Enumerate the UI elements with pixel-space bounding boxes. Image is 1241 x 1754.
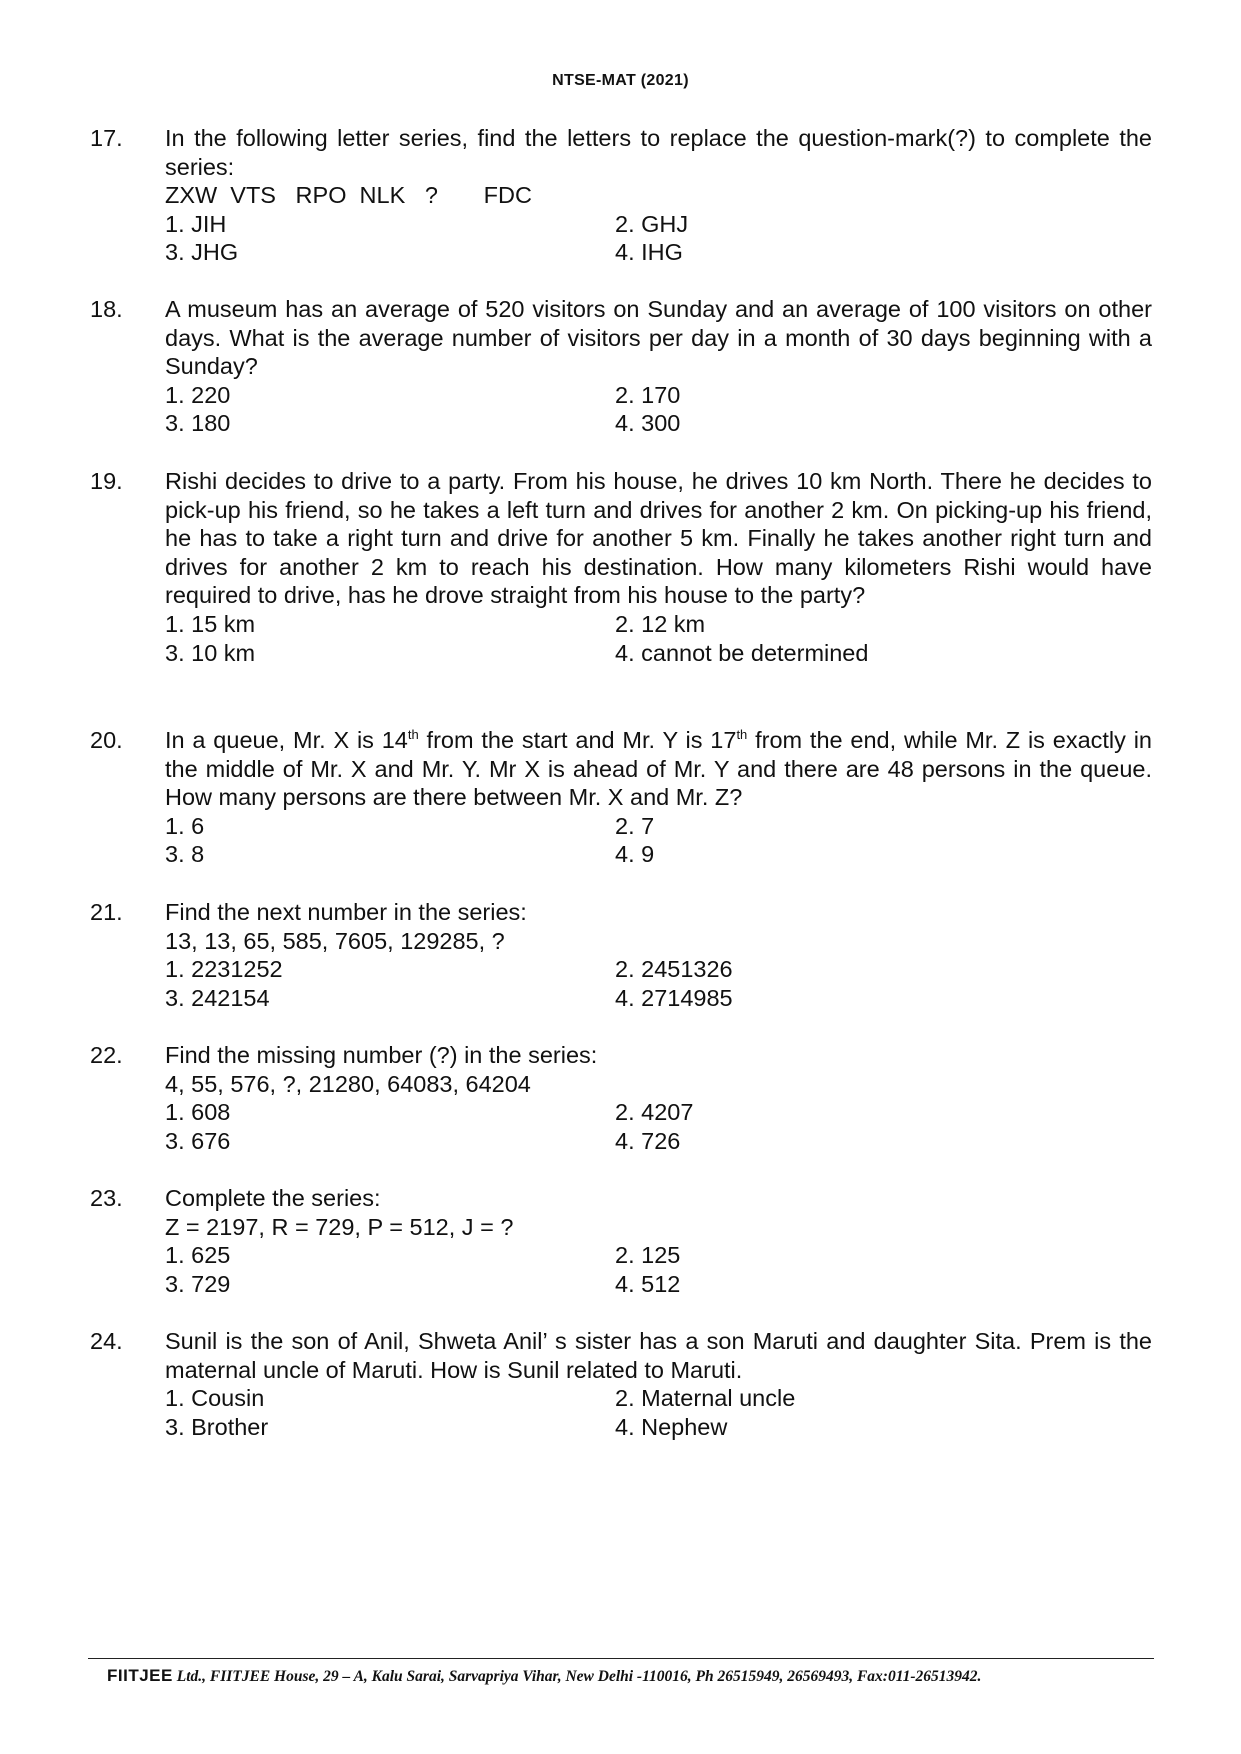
footer-address: Ltd., FIITJEE House, 29 – A, Kalu Sarai, Sarvapriya Vihar, New Delhi -110016, Ph 26515949, 26569493, Fax:011-26513942. [172,1668,982,1685]
series-line: Z = 2197, R = 729, P = 512, J = ? [165,1213,514,1240]
option-1: 1. 625 [165,1242,231,1269]
series-line: 4, 55, 576, ?, 21280, 64083, 64204 [165,1070,531,1097]
option-2: 2. 7 [615,812,655,839]
option-1: 1. 220 [165,381,231,408]
option-4: 4. 2714985 [615,984,733,1011]
option-3: 3. 8 [165,841,205,868]
option-1: 1. 15 km [165,610,256,637]
options [165,955,1152,1012]
question-number: 23. [90,1185,123,1211]
option-1: 1. 2231252 [165,956,283,983]
options [165,210,1152,267]
options [165,1384,1152,1441]
series-line: 13, 13, 65, 585, 7605, 129285, ? [165,927,505,954]
options [165,1098,1152,1155]
ordinal-suffix: th [407,727,419,743]
option-2: 2. Maternal uncle [615,1385,796,1412]
question-number: 22. [90,1042,123,1068]
option-1: 1. 608 [165,1099,231,1126]
question-number: 19. [90,468,123,494]
page-header: NTSE-MAT (2021) [552,72,689,89]
option-4: 4. IHG [615,239,683,266]
question-number: 24. [90,1328,123,1354]
option-4: 4. Nephew [615,1413,728,1440]
option-3: 3. 10 km [165,639,256,666]
ordinal-suffix: th [736,727,748,743]
option-4: 4. 300 [615,410,681,437]
question-stem: Find the next number in the series: [165,899,527,925]
option-2: 2. 2451326 [615,956,733,983]
question-number: 17. [90,125,123,151]
option-1: 1. 6 [165,812,205,839]
question-stem: Rishi decides to drive to a party. From his house, he drives 10 km North. There he decides to pick-up his friend, so he takes a left turn and drives for another 2 km. On picking-up his friend, he has to take a right turn and drive for another 5 km. Finally he takes another right turn and drives for another 2 km to reach his destination. How many kilometers Rishi would have required to drive, has he drove straight from his house to the party? [165,468,1152,609]
option-2: 2. 170 [615,381,681,408]
footer-brand: FIITJEE [107,1666,173,1685]
question-stem: Complete the series: [165,1185,381,1211]
option-4: 4. cannot be determined [615,639,869,666]
question-stem: A museum has an average of 520 visitors on Sunday and an average of 100 visitors on other days. What is the average number of visitors per day in a month of 30 days beginning with a Sunday? [165,296,1152,380]
question-stem: Find the missing number (?) in the series: [165,1042,598,1068]
question-number: 20. [90,727,123,753]
option-4: 4. 512 [615,1270,681,1297]
options [165,381,1152,438]
option-3: 3. 729 [165,1270,231,1297]
option-1: 1. JIH [165,210,227,237]
option-2: 2. GHJ [615,210,689,237]
option-2: 2. 125 [615,1242,681,1269]
option-3: 3. Brother [165,1413,269,1440]
option-3: 3. 676 [165,1127,231,1154]
option-4: 4. 726 [615,1127,681,1154]
question-stem: In the following letter series, find the letters to replace the question-mark(?) to complete the series: [165,125,1152,180]
option-3: 3. 180 [165,410,231,437]
option-2: 2. 4207 [615,1099,694,1126]
question-number: 18. [90,296,123,322]
option-3: 3. JHG [165,239,239,266]
options [165,1241,1152,1298]
option-2: 2. 12 km [615,610,706,637]
option-1: 1. Cousin [165,1385,265,1412]
series-line: ZXW VTS RPO NLK ? FDC [165,182,532,209]
options [165,812,1152,869]
option-3: 3. 242154 [165,984,270,1011]
option-4: 4. 9 [615,841,655,868]
footer-divider [88,1658,1154,1659]
question-stem: In a queue, Mr. X is 14th from the start and Mr. Y is 17th from the end, while Mr. Z is exactly in the middle of Mr. X and Mr. Y. Mr X is ahead of Mr. Y and there are 48 persons in the queue. How many persons are there between Mr. X and Mr. Z? [165,727,1153,811]
options [165,610,1152,667]
page-footer [107,1666,1207,1686]
question-stem: Sunil is the son of Anil, Shweta Anil’ s sister has a son Maruti and daughter Sita. Prem is the maternal uncle of Maruti. How is Sunil related to Maruti. [165,1328,1152,1383]
question-number: 21. [90,899,123,925]
